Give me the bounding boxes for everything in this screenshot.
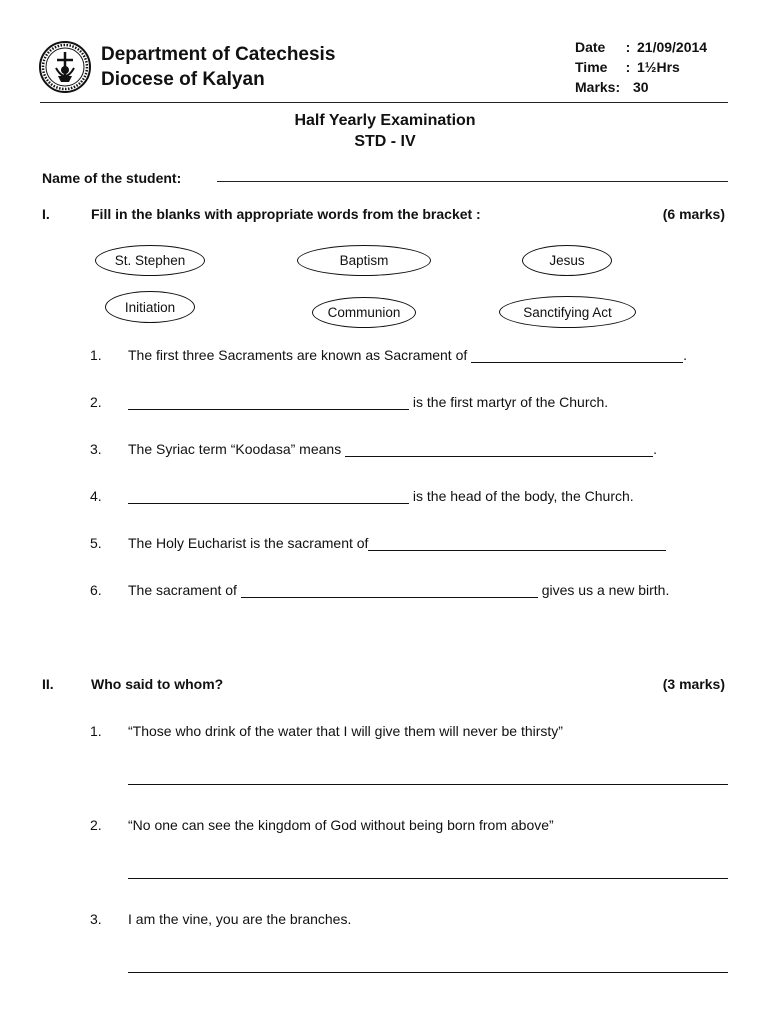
section-2-number: II.	[42, 676, 54, 692]
fill-blank-question: The Syriac term “Koodasa” means .	[128, 441, 657, 457]
date-label: Date	[575, 39, 606, 55]
section-1-marks: (6 marks)	[662, 206, 725, 222]
date-value: 21/09/2014	[637, 39, 708, 55]
answer-line[interactable]	[128, 784, 728, 785]
marks-row	[575, 77, 707, 97]
time-row: Time : 1½Hrs	[575, 59, 680, 75]
answer-blank[interactable]	[471, 348, 683, 363]
question-number: 2.	[90, 394, 102, 410]
department-name: Department of Catechesis	[101, 44, 336, 65]
word-option: Communion	[312, 297, 416, 328]
answer-line[interactable]	[128, 972, 728, 973]
marks-label: Marks:	[575, 79, 621, 95]
word-option: Initiation	[105, 291, 195, 323]
question-number: 1.	[90, 723, 102, 739]
question-number: 6.	[90, 582, 102, 598]
answer-blank[interactable]	[241, 583, 538, 598]
exam-heading	[0, 110, 770, 152]
quote-question: “Those who drink of the water that I will give them will never be thirsty”	[128, 723, 563, 739]
marks-value: 30	[633, 79, 649, 95]
header-divider	[40, 102, 728, 103]
department-heading	[101, 42, 335, 92]
fill-blank-question: is the head of the body, the Church.	[128, 488, 634, 504]
time-label: Time	[575, 59, 608, 75]
student-name-field[interactable]	[217, 181, 728, 182]
fill-blank-question: The sacrament of gives us a new birth.	[128, 582, 670, 598]
answer-blank[interactable]	[345, 442, 653, 457]
section-2-marks: (3 marks)	[662, 676, 725, 692]
exam-title: Half Yearly Examination	[294, 112, 476, 129]
question-number: 1.	[90, 347, 102, 363]
fill-blank-question: The first three Sacraments are known as Sacrament of .	[128, 347, 688, 363]
question-number: 5.	[90, 535, 102, 551]
section-1-number: I.	[42, 206, 50, 222]
answer-blank[interactable]	[128, 395, 409, 410]
time-value: 1½Hrs	[637, 59, 680, 75]
word-option: St. Stephen	[95, 245, 205, 276]
diocese-name: Diocese of Kalyan	[101, 69, 265, 90]
answer-blank[interactable]	[368, 536, 666, 551]
answer-blank[interactable]	[128, 489, 409, 504]
date-row: Date : 21/09/2014	[575, 39, 708, 55]
student-name-label: Name of the student:	[42, 170, 182, 186]
word-option: Sanctifying Act	[499, 296, 636, 328]
fill-blank-question: is the first martyr of the Church.	[128, 394, 608, 410]
question-number: 4.	[90, 488, 102, 504]
word-option: Jesus	[522, 245, 612, 276]
question-number: 3.	[90, 911, 102, 927]
exam-meta	[575, 37, 707, 97]
diocese-seal-icon	[38, 40, 92, 94]
section-2-title: Who said to whom?	[91, 676, 224, 692]
quote-question: “No one can see the kingdom of God without being born from above”	[128, 817, 554, 833]
quote-question: I am the vine, you are the branches.	[128, 911, 352, 927]
question-number: 3.	[90, 441, 102, 457]
answer-line[interactable]	[128, 878, 728, 879]
exam-standard: STD - IV	[354, 133, 416, 150]
word-option: Baptism	[297, 245, 431, 276]
fill-blank-question: The Holy Eucharist is the sacrament of	[128, 535, 666, 551]
question-number: 2.	[90, 817, 102, 833]
section-1-title: Fill in the blanks with appropriate words from the bracket :	[91, 206, 481, 222]
